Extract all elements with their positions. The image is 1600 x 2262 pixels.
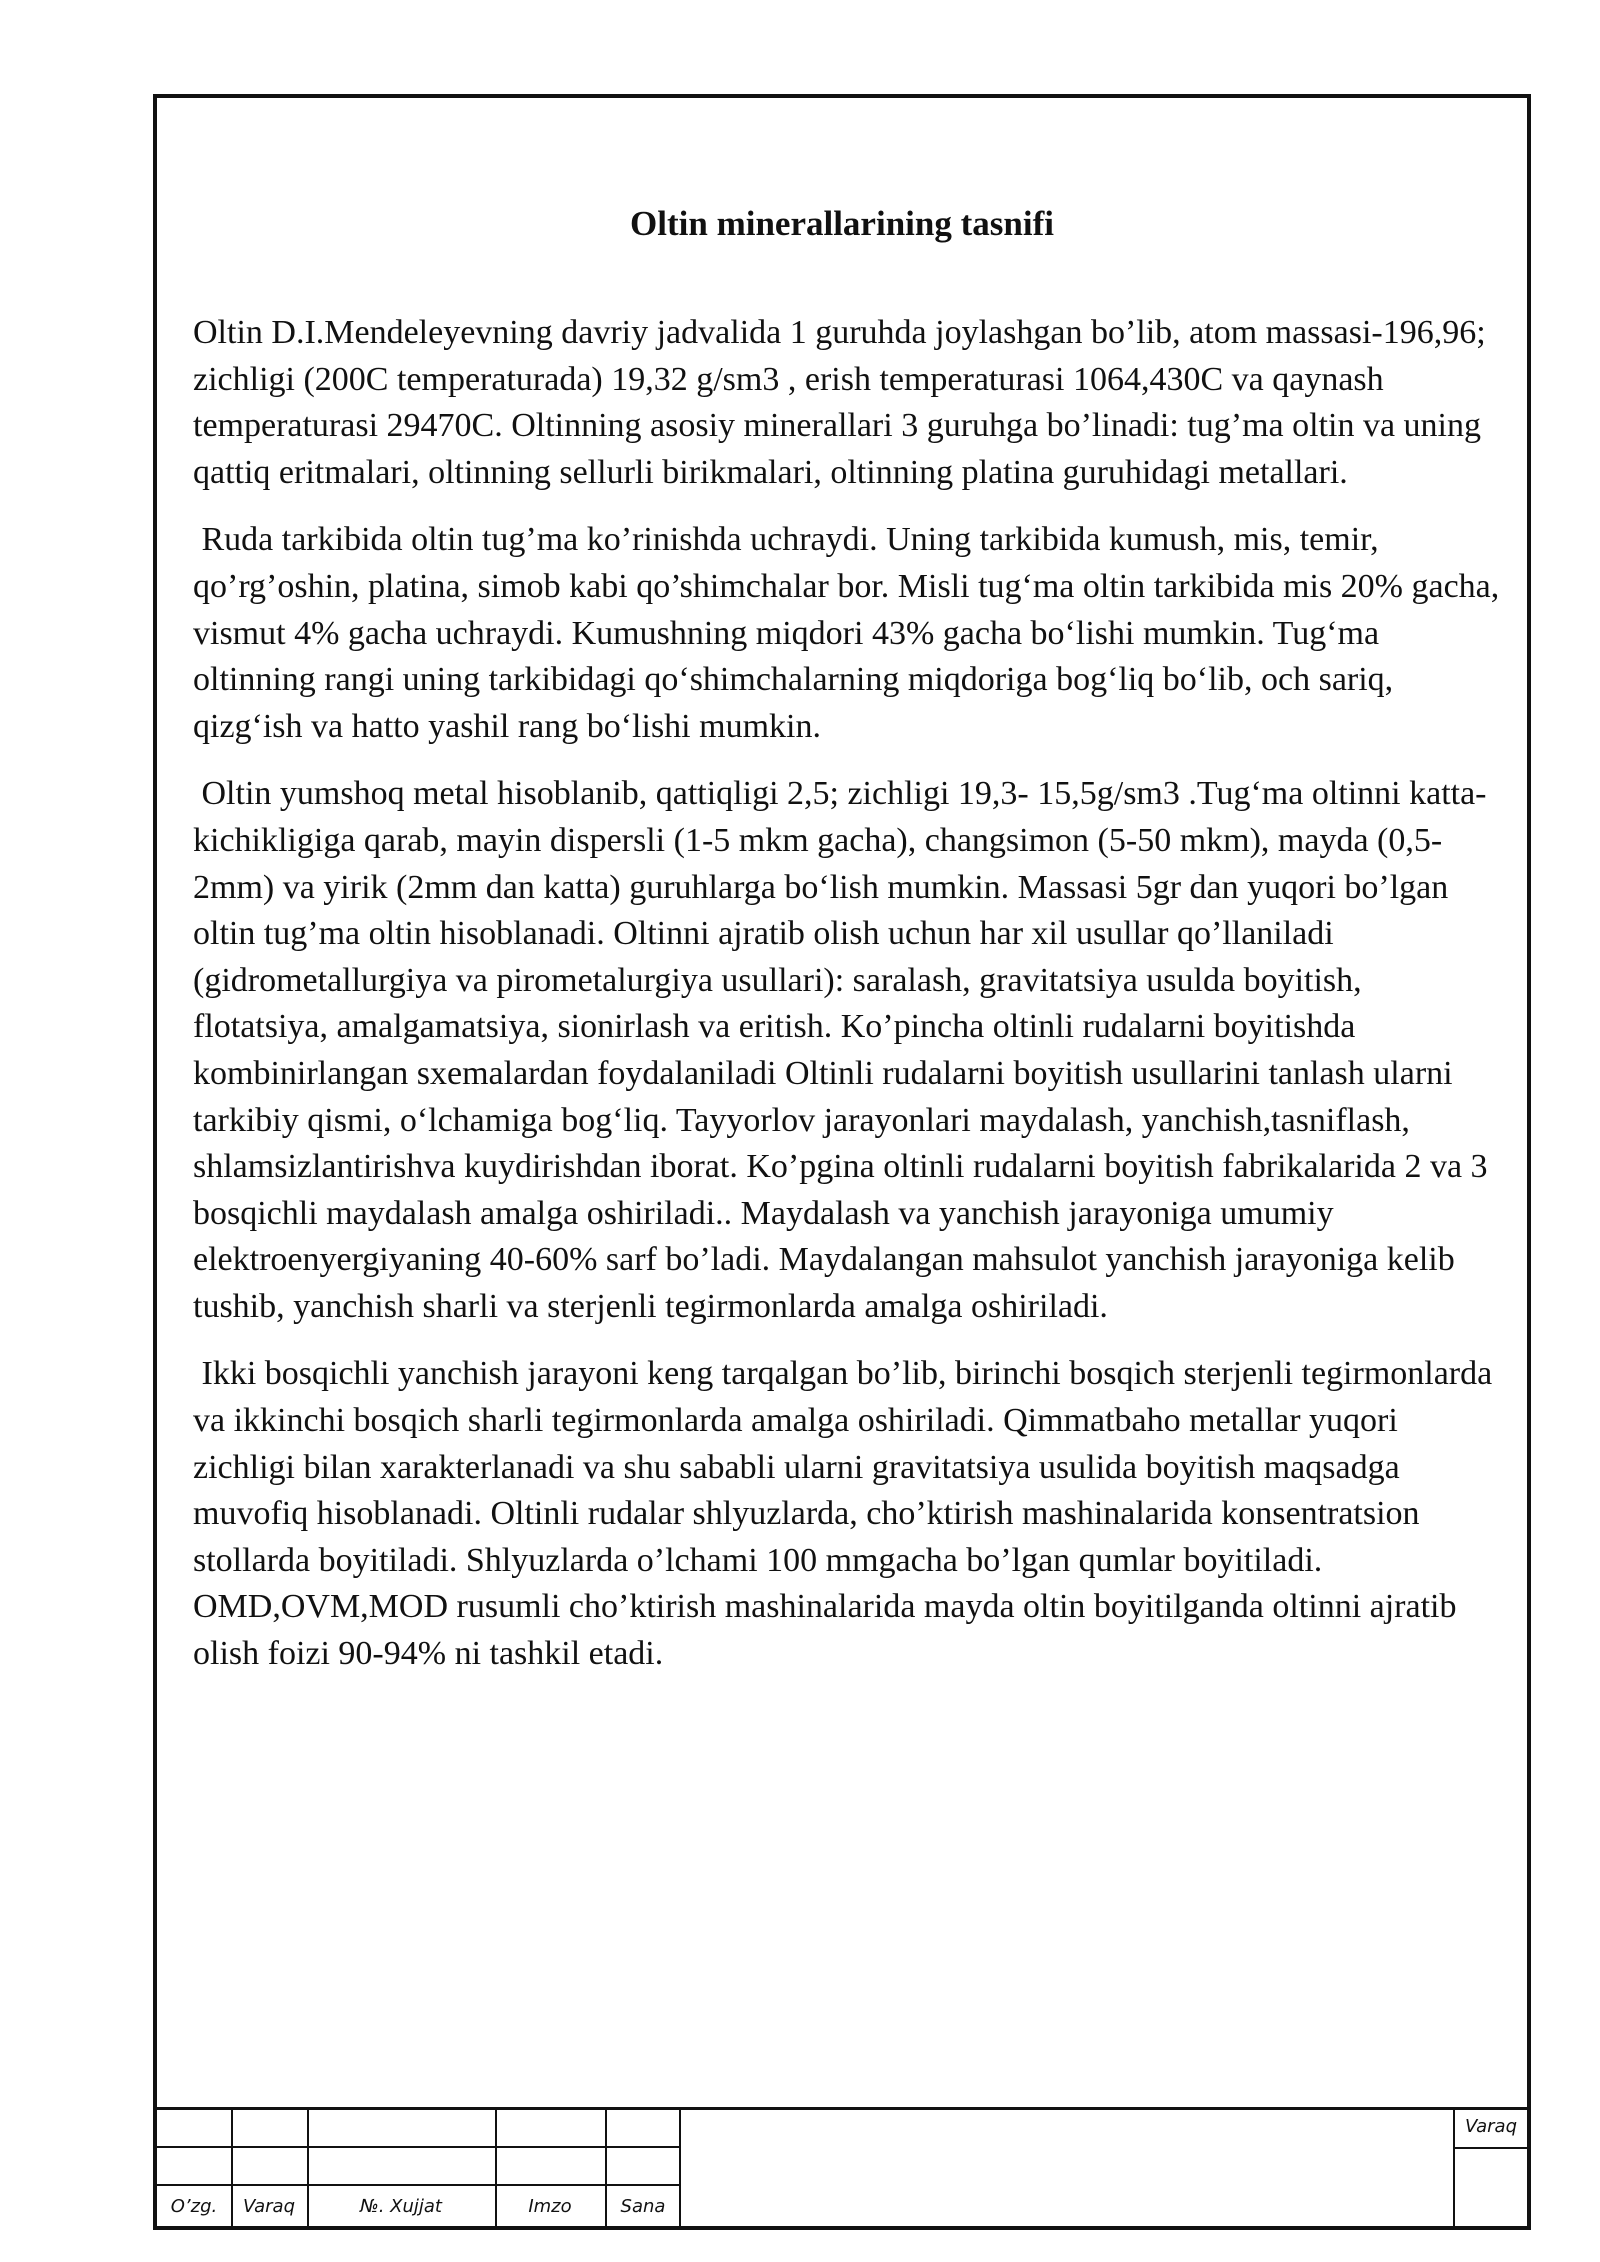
page-frame (153, 94, 1531, 2230)
label-sana: Sana (620, 2196, 666, 2217)
paragraph-4: Ikki bosqichli yanchish jarayoni keng tarqalgan bo’lib, birinchi bosqich sterjenli tegirmonlarda va ikkinchi bosqich sharli tegirmonlarda amalga oshiriladi. Qimmatbaho metallar yuqori zichligi bilan xarakterlanadi va shu sababli ularni gravitatsiya usulida boyitish maqsadga muvofiq hisoblanadi. Oltinli rudalar shlyuzlarda, cho’ktirish mashinalarida konsentratsion stollarda boyitiladi. Shlyuzlarda o’lchami 100 mmgacha bo’lgan qumlar boyitiladi. OMD,OVM,MOD rusumli cho’ktirish mashinalarida mayda oltin boyitilganda oltinni ajratib olish foizi 90-94% ni tashkil etadi. (193, 1355, 1501, 1673)
label-ozg: O’zg. (170, 2196, 218, 2217)
document-title: Oltin minerallarining tasnifi (630, 204, 1054, 243)
label-varaq: Varaq (242, 2196, 296, 2217)
sheet-label: Varaq (1464, 2116, 1518, 2137)
revision-table (157, 2110, 681, 2226)
label-xujjat: №. Xujjat (360, 2196, 442, 2217)
label-imzo: Imzo (528, 2196, 572, 2217)
revision-table-row-divider (157, 2146, 681, 2148)
paragraph-1: Oltin D.I.Mendeleyevning davriy jadvalida 1 guruhda joylashgan bo’lib, atom massasi-196,96; zichligi (200C temperaturada) 19,32 g/sm3 , erish temperaturasi 1064,430C va qaynash temperaturasi 29470C. Oltinning asosiy minerallari 3 guruhga bo’linadi: tug’ma oltin va uning qattiq eritmalari, oltinning sellurli birikmalari, oltinning platina guruhidagi metallari. (193, 314, 1495, 491)
sheet-number-box (1453, 2110, 1527, 2226)
title-block (157, 2107, 1527, 2226)
paragraph-3: Oltin yumshoq metal hisoblanib, qattiqligi 2,5; zichligi 19,3- 15,5g/sm3 .Tug‘ma oltinni katta-kichikligiga qarab, mayin dispersli (1-5 mkm gacha), changsimon (5-50 mkm), mayda (0,5-2mm) va yirik (2mm dan katta) guruhlarga bo‘lish mumkin. Massasi 5gr dan yuqori bo’lgan oltin tug’ma oltin hisoblanadi. Oltinni ajratib olish uchun har xil usullar qo’llaniladi (gidrometallurgiya va pirometalurgiya usullari): saralash, gravitatsiya usulda boyitish, flotatsiya, amalgamatsiya, sionirlash va eritish. Ko’pincha oltinli rudalarni boyitishda kombinirlangan sxemalardan foydalaniladi Oltinli rudalarni boyitish usullarini tanlash ularni tarkibiy qismi, o‘lchamiga bog‘liq. Tayyorlov jarayonlari maydalash, yanchish,tasniflash, shlamsizlantirishva kuydirishdan iborat. Ko’pgina oltinli rudalarni boyitish fabrikalarida 2 va 3 bosqichli maydalash amalga oshiriladi.. Maydalash va yanchish jarayoniga umumiy elektroenyergiyaning 40-60% sarf bo’ladi. Maydalangan mahsulot yanchish jarayoniga kelib tushib, yanchish sharli va sterjenli tegirmonlarda amalga oshiriladi. (193, 775, 1497, 1325)
revision-table-row-divider (157, 2184, 681, 2186)
paragraph-2: Ruda tarkibida oltin tug’ma ko’rinishda uchraydi. Uning tarkibida kumush, mis, temir, qo’rg’oshin, platina, simob kabi qo’shimchalar bor. Misli tug‘ma oltin tarkibida mis 20% gacha, vismut 4% gacha uchraydi. Kumushning miqdori 43% gacha bo‘lishi mumkin. Tug‘ma oltinning rangi uning tarkibidagi qo‘shimchalarning miqdoriga bog‘liq bo‘lib, och sariq, qizg‘ish va hatto yashil rang bo‘lishi mumkin. (193, 521, 1508, 745)
document-body (193, 310, 1508, 1699)
sheet-box-divider (1455, 2147, 1527, 2149)
